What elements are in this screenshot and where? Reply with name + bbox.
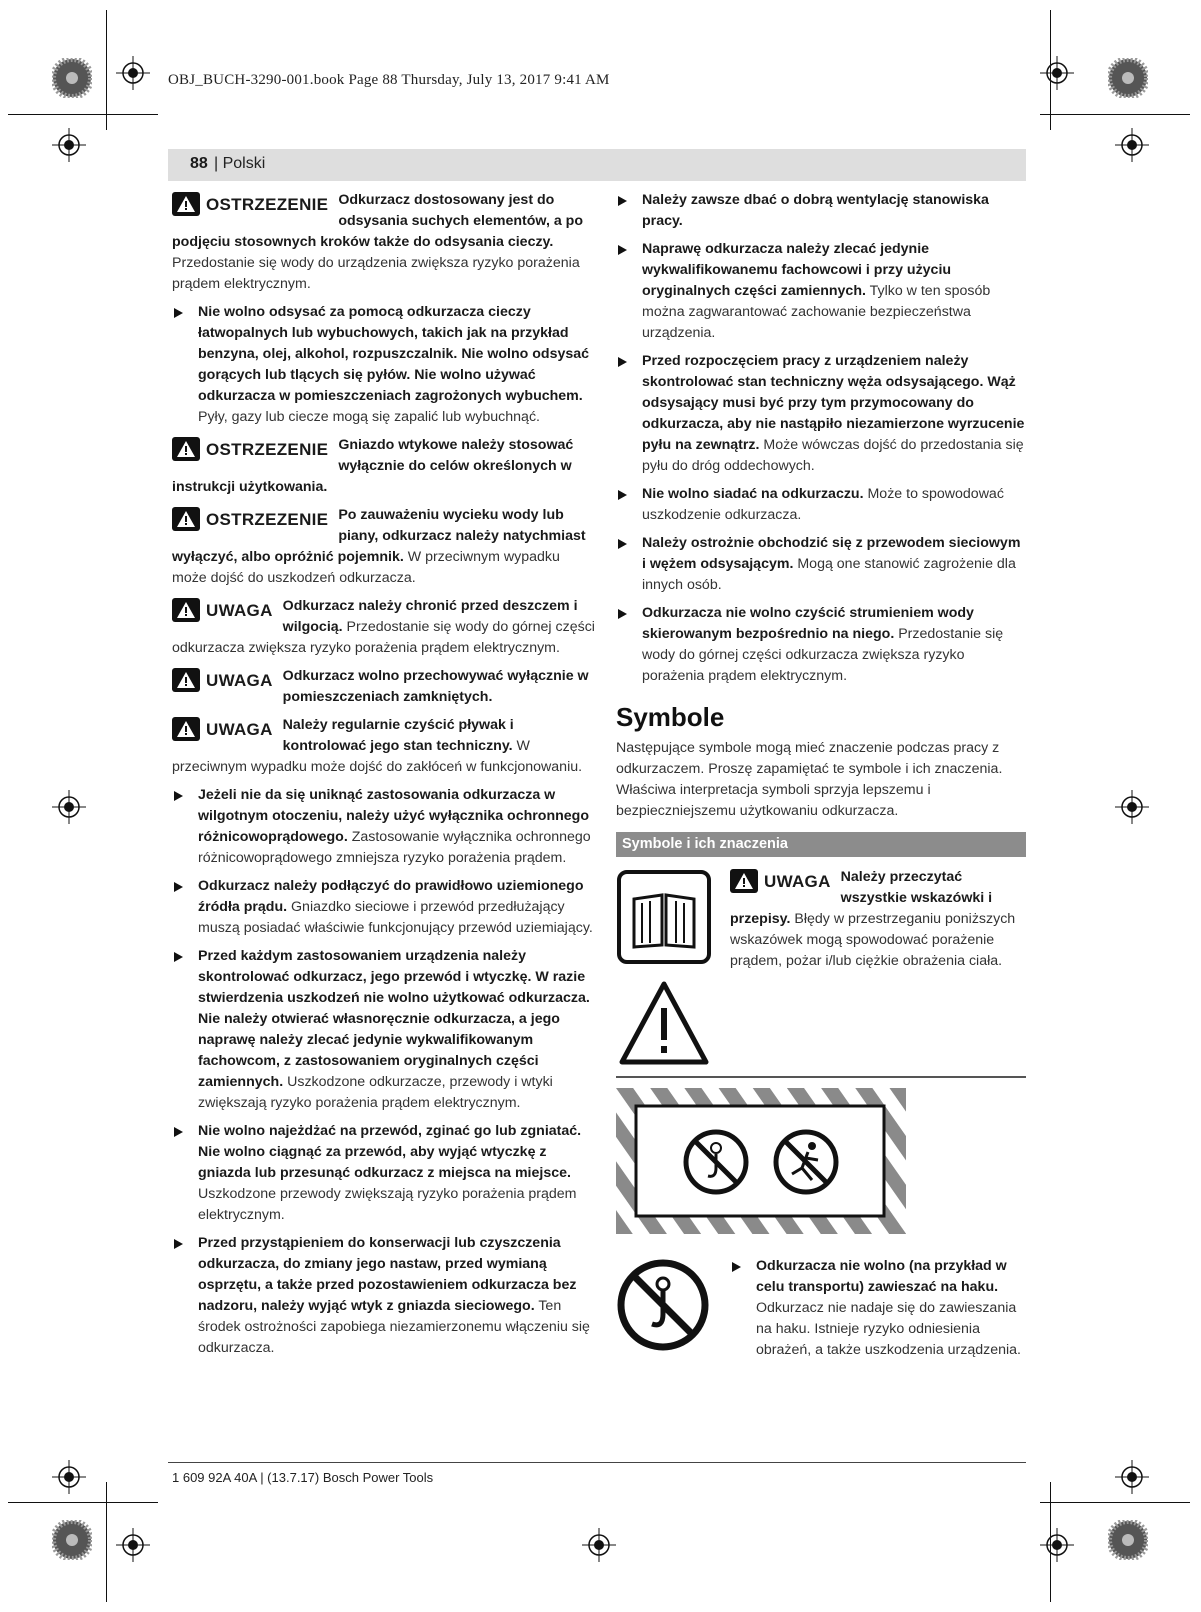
registration-mark-icon [1115, 1460, 1149, 1494]
registration-mark-icon [1040, 56, 1074, 90]
warning-triangle-icon [730, 869, 758, 893]
registration-mark-icon [1115, 128, 1149, 162]
warning-triangle-icon [172, 717, 200, 741]
bullet-arrow-icon [618, 490, 627, 500]
page-header [168, 149, 1026, 181]
crop-mark [1040, 1502, 1190, 1503]
list-item: Należy zawsze dbać o dobrą wentylację stanowiska pracy. [616, 190, 1026, 232]
language-label: Polski [222, 155, 266, 172]
read-manual-icon [616, 869, 712, 965]
bullet-arrow-icon [618, 245, 627, 255]
color-target-icon [1108, 1520, 1148, 1560]
bullet-arrow-icon [174, 1127, 183, 1137]
registration-mark-icon [52, 1460, 86, 1494]
warning-label: OSTRZEZENIE [172, 437, 328, 461]
symbol-icons [616, 869, 712, 1075]
symbol-row [616, 1256, 1026, 1376]
bullet-arrow-icon [174, 308, 183, 318]
right-column [616, 190, 1026, 1376]
caution-block: UWAGA Odkurzacz wolno przechowywać wyłącznie w pomieszczeniach zamkniętych. [172, 666, 598, 708]
crop-mark [1040, 114, 1190, 115]
bullet-arrow-icon [174, 882, 183, 892]
registration-mark-icon [52, 790, 86, 824]
warning-triangle-icon [172, 668, 200, 692]
crop-mark [8, 114, 158, 115]
registration-mark-icon [1115, 790, 1149, 824]
page-number: 88 [190, 155, 208, 172]
table-header: Symbole i ich znaczenia [616, 832, 1026, 857]
book-header: OBJ_BUCH-3290-001.book Page 88 Thursday, July 13, 2017 9:41 AM [168, 72, 610, 88]
bullet-arrow-icon [618, 539, 627, 549]
divider [616, 1076, 1026, 1078]
caution-label: UWAGA [172, 717, 273, 741]
bullet-arrow-icon [174, 791, 183, 801]
caution-block: UWAGA Należy regularnie czyścić pływak i kontrolować jego stan techniczny. W przeciwnym wypadku może dojść do zakłóceń w funkcjonowaniu. [172, 717, 583, 775]
warning-triangle-icon [172, 437, 200, 461]
warning-block: OSTRZEZENIE Gniazdo wtykowe należy stosować wyłącznie do celów określonych w instrukcji użytkowania. [172, 437, 574, 495]
no-hook-icon [616, 1258, 710, 1352]
left-column [172, 190, 598, 1366]
list-item: Odkurzacza nie wolno czyścić strumieniem wody skierowanym bezpośrednio na niego. Przedostanie się wody do górnej części odkurzacza zwiększa ryzyko porażenia prądem elektrycznym. [616, 603, 1026, 687]
crop-mark [106, 10, 107, 130]
crop-mark [106, 1482, 107, 1602]
bullet-arrow-icon [618, 609, 627, 619]
list-item: Nie wolno najeżdżać na przewód, zginać go lub zgniatać. Nie wolno ciągnąć za przewód, aby wyjąć wtyczkę z gniazda lub przesunąć odkurzacz z miejsca na miejsce. Uszkodzone przewody zwiększają ryzyko porażenia prądem elektrycznym. [172, 1121, 598, 1226]
symbol-row [616, 865, 1026, 1070]
color-target-icon [1108, 58, 1148, 98]
warning-triangle-icon [172, 192, 200, 216]
section-heading: Symbole [616, 702, 725, 732]
warning-block: OSTRZEZENIE Po zauważeniu wycieku wody lub piany, odkurzacz należy natychmiast wyłączyć, albo opróżnić pojemnik. W przeciwnym wypadku może dojść do uszkodzeń odkurzacza. [172, 507, 586, 586]
list-item: Odkurzacza nie wolno (na przykład w celu transportu) zawieszać na haku. Odkurzacz nie nadaje się do zawieszania na haku. Istnieje ryzyko odniesienia obrażeń, a także uszkodzenia urządzenia. [730, 1256, 1026, 1361]
caution-label: UWAGA [730, 869, 831, 893]
list-item: Przed każdym zastosowaniem urządzenia należy skontrolować odkurzacz, jego przewód i wtyczkę. W razie stwierdzenia uszkodzeń nie wolno użytkować odkurzacza. Nie należy otwierać własnoręcznie odkurzacza, a jego naprawę należy zlecać jedynie wykwalifikowanym fachowcom, z zastosowaniem oryginalnych części zamiennych. Uszkodzone odkurzacze, przewody i wtyki zwiększają ryzyko porażenia prądem elektrycznym. [172, 946, 598, 1114]
caution-label: UWAGA [172, 668, 273, 692]
footer-divider [168, 1462, 1026, 1463]
bullet-arrow-icon [174, 952, 183, 962]
list-item: Nie wolno siadać na odkurzaczu. Może to spowodować uszkodzenie odkurzacza. [616, 484, 1026, 526]
bullet-arrow-icon [618, 357, 627, 367]
registration-mark-icon [1040, 1528, 1074, 1562]
registration-mark-icon [116, 1528, 150, 1562]
registration-mark-icon [582, 1528, 616, 1562]
hazard-label-icon [616, 1088, 906, 1234]
page-footer: 1 609 92A 40A | (13.7.17) Bosch Power Tools [172, 1470, 434, 1485]
registration-mark-icon [116, 56, 150, 90]
registration-mark-icon [52, 128, 86, 162]
list-item: Nie wolno odsysać za pomocą odkurzacza cieczy łatwopalnych lub wybuchowych, takich jak na przykład benzyna, olej, alkohol, rozpuszczalnik. Nie wolno odsysać gorących lub tlących się pyłów. Nie wolno używać odkurzacza w pomieszczeniach zagrożonych wybuchem. Pyły, gazy lub ciecze mogą się zapalić lub wybuchnąć. [172, 302, 598, 428]
warning-label: OSTRZEZENIE [172, 507, 328, 531]
list-item: Przed rozpoczęciem pracy z urządzeniem należy skontrolować stan techniczny węża odsysającego. Wąż odsysający musi być przy tym przymocowany do odkurzacza, aby nie nastąpiło niezamierzone wyrzucenie pyłu na zewnątrz. Może wówczas dojść do przedostania się pyłu do dróg oddechowych. [616, 351, 1026, 477]
section-intro: Następujące symbole mogą mieć znaczenie podczas pracy z odkurzaczem. Proszę zapamiętać te symbole i ich znaczenia. Właściwa interpretacja symboli sprzyja lepszemu i bezpieczniejszemu użytkowaniu odkurzacza. [616, 740, 1003, 819]
warning-triangle-icon [616, 978, 712, 1068]
caution-block: UWAGA Odkurzacz należy chronić przed deszczem i wilgocią. Przedostanie się wody do górnej części odkurzacza zwiększa ryzyko porażenia prądem elektrycznym. [172, 598, 595, 656]
page-language: | Polski [214, 155, 266, 172]
caution-label: UWAGA [172, 598, 273, 622]
warning-triangle-icon [172, 507, 200, 531]
list-item: Jeżeli nie da się uniknąć zastosowania odkurzacza w wilgotnym otoczeniu, należy użyć wyłącznika ochronnego różnicowoprądowego. Zastosowanie wyłącznika ochronnego różnicowoprądowego zmniejsza ryzyko porażenia prądem. [172, 785, 598, 869]
bullet-arrow-icon [618, 196, 627, 206]
list-item: Odkurzacz należy podłączyć do prawidłowo uziemionego źródła prądu. Gniazdko sieciowe i przewód przedłużający muszą posiadać właściwie funkcjonujący przewód uziemiający. [172, 876, 598, 939]
symbol-description: UWAGA Należy przeczytać wszystkie wskazówki i przepisy. Błędy w przestrzeganiu poniższych wskazówek mogą spowodować porażenie prądem, pożar i/lub ciężkie obrażenia ciała. [730, 869, 1016, 969]
warning-block: OSTRZEZENIE Odkurzacz dostosowany jest do odsysania suchych elementów, a po podjęciu stosownych kroków także do odsysania cieczy. Przedostanie się wody do urządzenia zwiększa ryzyko porażenia prądem elektrycznym. [172, 192, 583, 292]
bullet-arrow-icon [732, 1262, 741, 1272]
list-item: Naprawę odkurzacza należy zlecać jedynie wykwalifikowanemu fachowcowi i przy użyciu oryginalnych części zamiennych. Tylko w ten sposób można zagwarantować zachowanie bezpieczeństwa urządzenia. [616, 239, 1026, 344]
color-target-icon [52, 58, 92, 98]
warning-triangle-icon [172, 598, 200, 622]
list-item: Przed przystąpieniem do konserwacji lub czyszczenia odkurzacza, do zmiany jego nastaw, przed wymianą osprzętu, a także przed pozostawieniem odkurzacza bez nadzoru, należy wyjąć wtyk z gniazda sieciowego. Ten środek ostrożności zapobiega niezamierzonemu włączeniu się odkurzacza. [172, 1233, 598, 1359]
warning-label: OSTRZEZENIE [172, 192, 328, 216]
color-target-icon [52, 1520, 92, 1560]
crop-mark [8, 1502, 158, 1503]
bullet-arrow-icon [174, 1239, 183, 1249]
list-item: Należy ostrożnie obchodzić się z przewodem sieciowym i wężem odsysającym. Mogą one stanowić zagrożenie dla innych osób. [616, 533, 1026, 596]
